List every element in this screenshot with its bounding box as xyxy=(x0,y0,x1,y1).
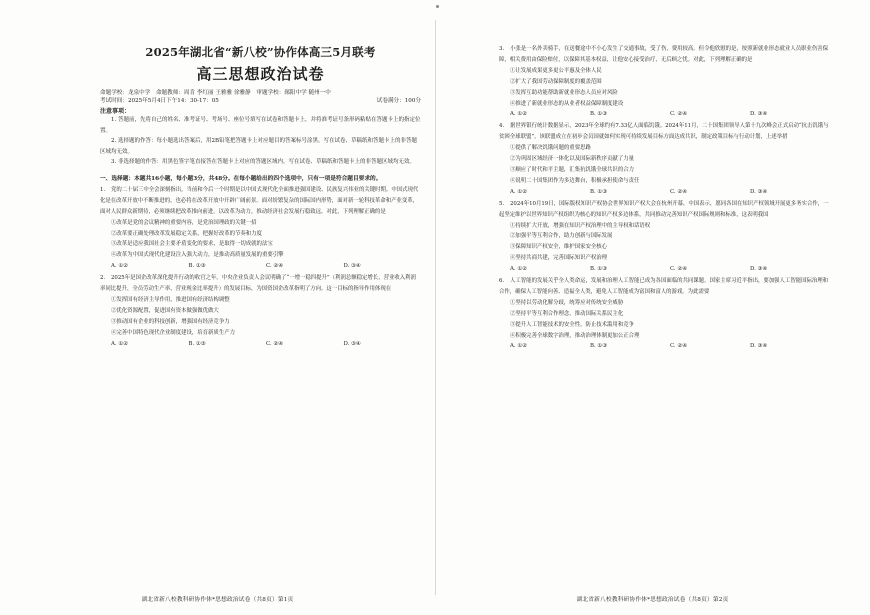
question-option: ④完善中国特色现代企业制度建设，培育新质生产力 xyxy=(111,329,235,336)
question-item xyxy=(499,44,830,120)
question-stem xyxy=(499,121,830,143)
answer-choice: D. ③④ xyxy=(343,263,361,270)
question-number: 3. xyxy=(499,46,505,52)
answer-choice: D. ③④ xyxy=(750,111,768,118)
question-option: ①让发展成果更多更公平惠及全体人民 xyxy=(510,67,602,74)
answer-choice: B. ①③ xyxy=(590,188,608,195)
answer-choice: B. ①③ xyxy=(590,111,608,118)
question-list xyxy=(499,44,830,352)
answer-choice: B. ①③ xyxy=(188,340,206,347)
notice-item: 3. 非选择题的作答：用黑色签字笔直接答在答题卡上对应的答题区域内。写在试卷、草稿纸和答题卡上的非答题区域均无效。 xyxy=(111,159,415,166)
question-stem xyxy=(100,185,421,218)
question-option: ③改革是适应我国社会主要矛盾变化的要求，是取得一切成就的法宝 xyxy=(111,241,273,248)
question-stem xyxy=(499,44,830,66)
question-option: ④说明二十国集团作为多边舞台，积极承担使命与责任 xyxy=(510,177,640,184)
question-text: 2025年是国企改革深化提升行动的收官之年。中央企业负责人会议明确了“一增一稳四提升”（利润总额稳定增长，营业收入利润率同比提升，全员劳动生产率、营业现金比率提升）的发展目标，为国资国企改革指明了方向。这一目标的指导作用体现在 xyxy=(100,275,416,293)
question-number: 5. xyxy=(499,200,505,207)
question-item xyxy=(100,185,421,272)
answer-choice: B. ①③ xyxy=(590,343,608,350)
question-text: 小张是一名外卖骑手，在送餐途中不小心发生了交通事故，受了伤，费用较高。但令他欣慰的是，按照新就业形态就业人员职业伤害保障，相关费用由保险赔付，以保障其基本权益，让他安心接受治疗，无后顾之忧。对此，下列理解正确的是 xyxy=(499,46,829,63)
answer-choice: D. ③④ xyxy=(750,188,768,195)
answer-choice: C. ②④ xyxy=(670,111,688,118)
answer-choice: D. ③④ xyxy=(750,343,768,350)
question-option: ④改革为中国式现代化建设注入强大动力，是推动高质量发展的重要引擎 xyxy=(111,252,284,259)
answer-choice: D. ③④ xyxy=(750,266,768,273)
question-item xyxy=(499,121,830,197)
exam-subtitle: 高三思想政治试卷 xyxy=(196,65,325,83)
answer-choice: C. ②④ xyxy=(670,188,688,195)
question-text: 人工智能的发展关乎全人类命运，发展和治理人工智能已成为各国面临的共同课题。国家主席习近平指出，要加强人工智能国际治理和合作，确保人工智能向善、造福全人类，避免人工智能成为富国和富人的游戏。为此需要 xyxy=(499,278,829,295)
question-option: ②加强平等互利合作，助力创新与国际发展 xyxy=(510,233,613,240)
question-text: 2024年10月19日，国际版权知识产权协会世界知识产权大会在杭州开幕，中国表示，愿同各国在知识产权领域开展更多务实合作，一起坚定维护以世界知识产权组织为核心的知识产权多边体系，共同推动完善知识产权国际规则和标准，这表明我国 xyxy=(499,200,829,218)
question-option: ①改革是党的会议精神的重要内容，是党治国理政的关键一招 xyxy=(111,219,257,226)
answer-choice: A. ①② xyxy=(510,266,527,273)
question-item xyxy=(100,273,421,349)
question-option: ②坚持平等互利合作理念，推动国际关系民主化 xyxy=(510,310,624,317)
exam-full-score: 试卷满分：100分 xyxy=(376,98,421,105)
question-list xyxy=(100,185,421,350)
page-footer: 湖北省新八校教科研协作体*思想政治试卷（共8页）第1页 xyxy=(141,597,294,603)
question-option: ④积极完善全球数字治理，推动治理体制更加公正合理 xyxy=(510,332,640,339)
question-option: ②扩大了我国劳动保障制度的覆盖范围 xyxy=(510,78,602,85)
answer-choice: C. ②④ xyxy=(670,343,688,350)
question-number: 6. xyxy=(499,278,505,285)
question-stem xyxy=(499,199,830,221)
question-option: ①发挥国有经济主导作用，推进国有经济结构调整 xyxy=(111,296,230,303)
question-option: ④坚持共商共建，完善国际知识产权治理 xyxy=(510,255,608,262)
exam-title: 2025年湖北省“新八校”协作体高三5月联考 xyxy=(145,45,376,59)
question-number: 2. xyxy=(100,275,106,282)
answer-choices xyxy=(499,341,830,352)
question-stem xyxy=(100,273,421,295)
question-option: ④推进了新就业形态的从业者权益保障制度建设 xyxy=(510,100,624,107)
question-option: ①持续扩大开放，增强在知识产权治理中的主导权和话语权 xyxy=(510,222,651,229)
question-option: ②改革要正确处理改革发展稳定关系，把握好改革的节奏和力度 xyxy=(111,230,262,237)
question-number: 4. xyxy=(499,123,505,130)
answer-choices xyxy=(499,109,830,120)
answer-choices xyxy=(499,264,830,275)
question-option: ③提升人工智能技术的安全性，防止技术滥用和竞争 xyxy=(510,321,634,328)
notice-item: 1. 答题前，先将自己的姓名、准考证号、考场号、座位号填写在试卷和答题卡上，并将准考证号条形码粘贴在答题卡上的指定位置。 xyxy=(100,117,421,134)
answer-choices xyxy=(499,187,830,198)
question-option: ①坚持以劳动化解分歧，统筹应对传统安全威胁 xyxy=(510,299,624,306)
exam-time: 考试时间：2025年5月4日下午14：30-17：05 xyxy=(100,98,219,105)
question-option: ③顺应了时代和平主题，汇集抗饥饿全球共识的合力 xyxy=(510,166,634,173)
question-text: 党的二十届三中全会深刻指出，当前和今后一个时期是以中国式现代化全面推进强国建设、民族复兴伟业的关键时期。中国式现代化是在改革开放中不断推进的，也必将在改革开放中开辟广阔前景。面对纷繁复杂的国际国内形势，面对新一轮科技革命和产业变革，面对人民群众新期待，必须继续把改革推向前进。以改革为动力，推动经济社会发展行稳致远。对此，下列理解正确的是 xyxy=(100,186,419,215)
page-footer: 湖北省新八校教科研协作体*思想政治试卷（共8页）第2页 xyxy=(576,597,729,603)
question-stem xyxy=(499,276,830,298)
answer-choices xyxy=(100,339,421,350)
answer-choice: A. ①② xyxy=(510,188,527,195)
question-number: 1. xyxy=(100,186,106,193)
answer-choice: A. ①② xyxy=(111,263,128,270)
section-heading: 一、选择题：本题共16小题，每小题3分，共48分。在每小题给出的四个选项中，只有一项是符合题目要求的。 xyxy=(100,175,382,182)
answer-choice: A. ①② xyxy=(510,111,527,118)
answer-choice: B. ①③ xyxy=(188,263,206,270)
question-option: ③保障知识产权安全，维护国家安全核心 xyxy=(510,244,608,251)
answer-choice: C. ②④ xyxy=(266,340,284,347)
question-item xyxy=(499,199,830,275)
exam-meta-line-2 xyxy=(100,97,421,105)
exam-meta-line-1: 命题学校：龙泉中学 命题教师：周肯 李红丽 王雅雅 徐雅静 审题学校：郧阳中学 随州一中 xyxy=(100,90,331,96)
answer-choice: A. ①② xyxy=(510,343,527,350)
answer-choice: C. ②④ xyxy=(266,263,284,270)
question-option: ①提供了解决饥饿问题的重要思路 xyxy=(510,145,591,152)
answer-choice: D. ③④ xyxy=(343,340,361,347)
notice-list xyxy=(100,115,421,168)
question-option: ③推动国有企业的科技创新，增强国有经济竞争力 xyxy=(111,318,230,325)
question-option: ②优化资源配置，促进国有资本做强做优做大 xyxy=(111,307,219,314)
question-option: ②为巩固区域经济一体化以及国际新秩序贡献了力量 xyxy=(510,156,634,163)
answer-choice: B. ①③ xyxy=(590,266,608,273)
question-option: ③发挥互助功能帮助新就业形态人员应对风险 xyxy=(510,89,618,96)
question-item xyxy=(499,276,830,352)
question-text: 据世界银行统计数据显示，2023年全球约有7.33亿人面临饥饿。2024年11月，二十国集团领导人第十九次峰会正式启动“抗击饥饿与贫困全球联盟”，该联盟成立在初步会员国就如何实现可持续发展目标方面达成共识，制定政策目标与行动计划，上述举措 xyxy=(499,123,829,141)
exam-page-2 xyxy=(435,0,870,615)
notice-item: 2. 选择题的作答：每小题选出答案后，用2B铅笔把答题卡上对应题目的答案标号涂黑。写在试卷、草稿纸和答题卡上的非答题区域均无效。 xyxy=(100,138,418,155)
notice-heading: 注意事项： xyxy=(100,108,131,116)
answer-choices xyxy=(100,261,421,272)
answer-choice: A. ①② xyxy=(111,340,128,347)
answer-choice: C. ②④ xyxy=(670,266,688,273)
